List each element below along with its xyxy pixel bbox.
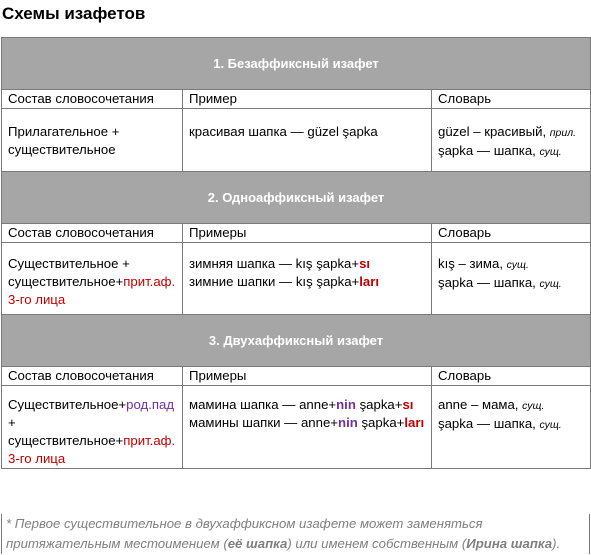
footnote: * Первое существительное в двухаффиксном изафете может заменяться притяжательным местоимением (её шапка) или именем собственным (Ирина шапка). xyxy=(6,516,561,551)
column-header-examples: Примеры xyxy=(183,224,432,243)
section-3-header-row xyxy=(2,315,591,367)
column-header-dictionary: Словарь xyxy=(432,367,591,386)
section-3-heading: 3. Двухаффиксный изафет xyxy=(2,315,591,367)
dictionary-entry: güzel – красивый, прил. xyxy=(438,124,577,139)
section-2-row xyxy=(2,243,591,315)
composition-line: существительное+прит.аф. xyxy=(8,274,176,289)
example-line: мамина шапка — anne+nin şapka+sı xyxy=(189,397,414,412)
section-2-dictionary xyxy=(432,243,591,315)
example-line: зимняя шапка — kış şapka+sı xyxy=(189,256,371,271)
composition-line: Существительное+род.пад xyxy=(8,397,175,412)
section-3-composition xyxy=(2,386,183,469)
affix-highlight: sı xyxy=(359,256,371,271)
section-1-dictionary xyxy=(432,109,591,172)
dictionary-entry: şapka — шапка, сущ. xyxy=(438,416,562,431)
genitive-case-label: род.пад xyxy=(126,397,175,412)
section-1-example xyxy=(183,109,432,172)
column-header-example: Пример xyxy=(183,90,432,109)
section-1-header-row xyxy=(2,38,591,90)
column-header-composition: Состав словосочетания xyxy=(2,224,183,243)
section-3-dictionary xyxy=(432,386,591,469)
section-1-row xyxy=(2,109,591,172)
page-title: Схемы изафетов xyxy=(2,4,146,23)
example-line: красивая шапка — güzel şapka xyxy=(189,124,378,139)
section-2-column-headers xyxy=(2,224,591,243)
column-header-composition: Состав словосочетания xyxy=(2,90,183,109)
dictionary-entry: kış – зима, сущ. xyxy=(438,256,529,271)
footnote-example-proper-name: Ирина шапка xyxy=(466,536,553,551)
section-1-composition xyxy=(2,109,183,172)
section-3-column-headers xyxy=(2,367,591,386)
section-3-row xyxy=(2,386,591,469)
izafet-table xyxy=(1,37,591,469)
possessive-affix-label: прит.аф. xyxy=(123,274,176,289)
dictionary-entry: şapka — шапка, сущ. xyxy=(438,143,562,158)
footnote-border-left xyxy=(1,514,2,554)
possessive-affix-label: прит.аф. xyxy=(123,433,176,448)
possessive-affix-label: 3-го лица xyxy=(8,292,66,307)
section-3-examples xyxy=(183,386,432,469)
composition-line: Прилагательное + xyxy=(8,124,120,139)
possessive-affix-label: 3-го лица xyxy=(8,451,66,466)
affix-highlight: sı xyxy=(402,397,414,412)
footnote-example-pronoun: её шапка xyxy=(227,536,288,551)
genitive-highlight: nin xyxy=(338,415,358,430)
affix-highlight: ları xyxy=(404,415,425,430)
column-header-examples: Примеры xyxy=(183,367,432,386)
composition-line: + xyxy=(8,415,16,430)
section-2-examples xyxy=(183,243,432,315)
genitive-highlight: nin xyxy=(336,397,356,412)
example-line: зимние шапки — kış şapka+ları xyxy=(189,274,380,289)
affix-highlight: ları xyxy=(359,274,380,289)
section-2-header-row xyxy=(2,172,591,224)
section-2-heading: 2. Одноаффиксный изафет xyxy=(2,172,591,224)
composition-line: существительное+прит.аф. xyxy=(8,433,176,448)
column-header-composition: Состав словосочетания xyxy=(2,367,183,386)
column-header-dictionary: Словарь xyxy=(432,90,591,109)
dictionary-entry: anne – мама, сущ. xyxy=(438,397,545,412)
section-2-composition xyxy=(2,243,183,315)
example-line: мамины шапки — anne+nin şapka+ları xyxy=(189,415,425,430)
column-header-dictionary: Словарь xyxy=(432,224,591,243)
composition-line: Существительное + xyxy=(8,256,130,271)
dictionary-entry: şapka — шапка, сущ. xyxy=(438,275,562,290)
section-1-column-headers xyxy=(2,90,591,109)
composition-line: существительное xyxy=(8,142,116,157)
section-1-heading: 1. Безаффиксный изафет xyxy=(2,38,591,90)
